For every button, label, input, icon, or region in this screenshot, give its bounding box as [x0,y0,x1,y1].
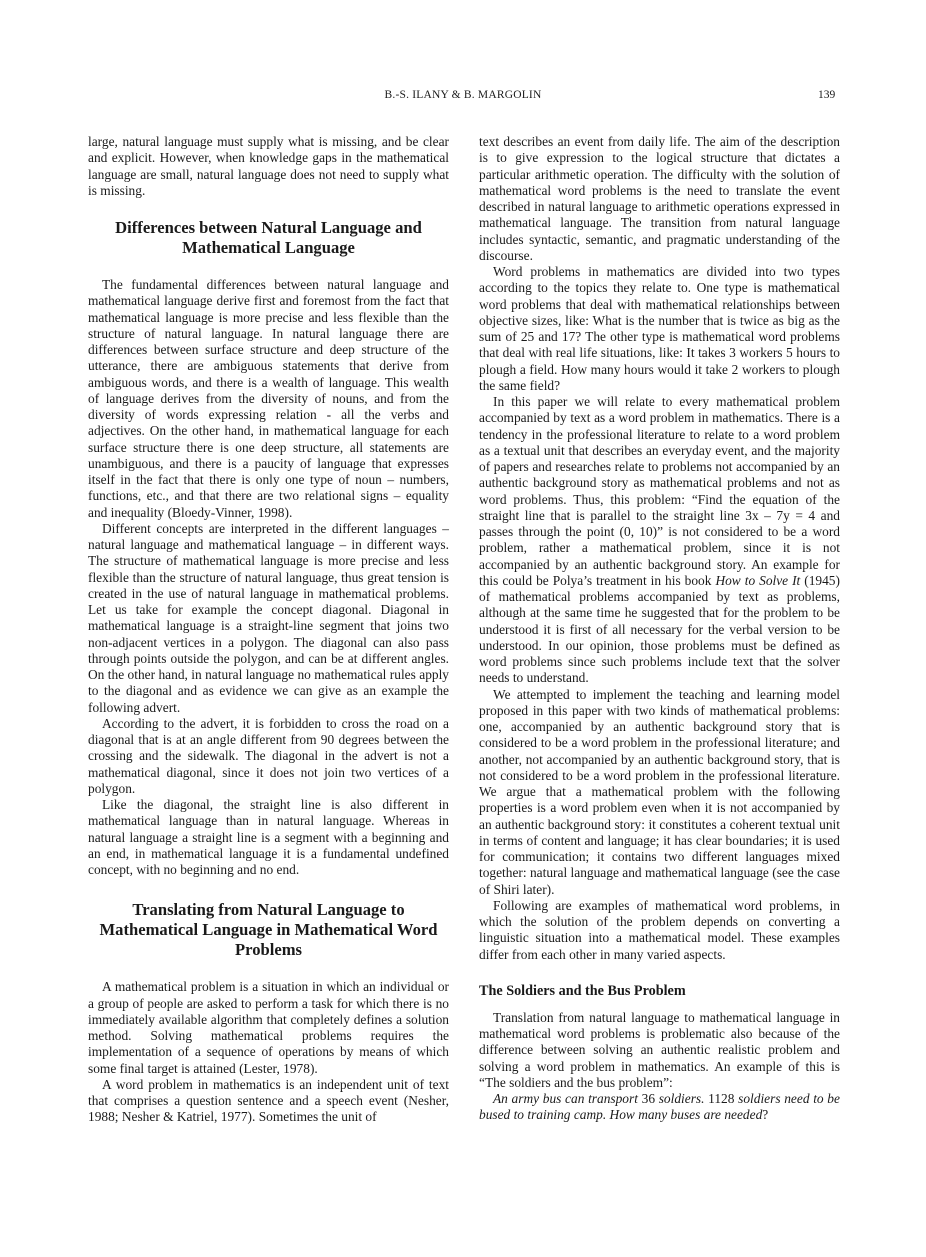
paragraph: Following are examples of mathematical word problems, in which the solution of the problem depends on converting a linguistic situation into a mathematical model. These examples differ from each other in many varied aspects. [479,897,840,962]
paragraph: text describes an event from daily life. The aim of the description is to give expression to the logical structure that dictates a particular arithmetic operation. The difficulty with the solution of mathematical word problems is the need to translate the event described in natural language to arithmetic operations expressed in mathematical language. The transition from natural language includes syntactic, semantic, and pragmatic understanding of the discourse. [479,134,840,263]
problem-statement [479,1091,840,1124]
subsection-heading: The Soldiers and the Bus Problem [479,982,686,999]
paragraph: Like the diagonal, the straight line is also different in mathematical language than in natural language. Whereas in natural language a straight line is a segment with a beginning and an end, in mathematical language it is a fundamental undefined concept, with no beginning and no end. [88,797,449,877]
paragraph: The fundamental differences between natural language and mathematical language derive first and foremost from the fact that mathematical language is more precise and less flexible than the structure of natural language. In natural language there are differences between surface structure and deep structure of the utterance, there are ambiguous statements that derive from ambiguous words, and there is a wealth of language. This wealth of language derives from the diversity of nouns, and from the diversity of words expressing relation - all the verbs and adjectives. On the other hand, in mathematical language for each surface structure there is one deep structure, all statements are unambiguous, and there is a paucity of language that expresses itself in the fact that there is only one type of noun – numbers, functions, etc., and that there are two relational signs – equality and inequality (Bloedy-Vinner, 1998). [88,277,449,520]
paragraph: large, natural language must supply what is missing, and be clear and explicit. However, when knowledge gaps in the mathematical language are small, natural language does not need to supply what is missing. [88,134,449,198]
paragraph: We attempted to implement the teaching and learning model proposed in this paper with two kinds of mathematical problems: one, accompanied by an authentic background story that is considered to be a word problem in the professional literature; and another, not accompanied by an authentic background story, that is not considered to be a word problem in the professional literature. We argue that a mathematical problem with the following properties is a word problem even when it is not accompanied by an authentic background story: it constitutes a coherent textual unit in terms of content and language; it has clear boundaries; it is used for communication; it contains two different languages mixed together: natural language and mathematical language (see the case of Shiri later). [479,686,840,897]
problem-number: 1128 [708,1091,735,1106]
running-head: B.-S. ILANY & B. MARGOLIN [384,89,542,101]
section-heading: Differences between Natural Language and Mathematical Language [115,218,422,257]
problem-number: 36 [641,1091,656,1106]
book-title: How to Solve It [715,572,801,588]
left-column [88,134,449,1126]
section-heading: Translating from Natural Language to Mathematical Language in Mathematical Word Problems [99,900,438,960]
problem-text: soldiers. [658,1091,705,1106]
paragraph: According to the advert, it is forbidden to cross the road on a diagonal that is at an angle different from 90 degrees between the crossing and the sidewalk. The diagonal in the advert is not a mathematical diagonal, since it does not join two vertices of a polygon. [88,715,449,796]
paragraph: Different concepts are interpreted in the different languages – natural language and mathematical language – in different ways. The structure of mathematical language is more precise and less flexible than the structure of natural language, thus great tension is created in the use of natural language in mathematical problems. Let us take for example the concept diagonal. Diagonal in mathematical language is a straight-line segment that joins two non-adjacent vertices in a polygon. The diagonal can also pass through points outside the polygon, and can be at different angles. On the other hand, in natural language no mathematical rules apply to the diagonal and as evidence we can give as an example the following advert. [88,520,449,715]
problem-text: An army bus can transport [493,1091,638,1106]
paragraph: A word problem in mathematics is an independent unit of text that comprises a question sentence and a speech event (Nesher, 1988; Nesher & Katriel, 1977). Sometimes the unit of [88,1076,449,1125]
paragraph: Word problems in mathematics are divided into two types according to the topics they relate to. One type is mathematical word problems that deal with mathematical relationships between objective sizes, like: What is the number that is twice as big as the sum of 25 and 17? The other type is mathematical word problems that deal with real life situations, like: It takes 3 workers 5 hours to plough a field. How many hours would it take 2 workers to plough the same field? [479,264,840,393]
paragraph: Translation from natural language to mathematical language in mathematical word problems is problematic also because of the difference between solving an authentic realistic problem and solving a word problem in mathematics. An example of this is “The soldiers and the bus problem”: [479,1009,840,1090]
paragraph-text: (1945) of mathematical problems accompanied by text as problems, although at the same time he suggested that for the problem to be understood it is first of all necessary for the verbal version to be understood. In our opinion, those problems must be defined as word problems since such problems include text that the solver needs to understand. [479,572,840,686]
right-column [479,134,840,1124]
paragraph [479,394,840,687]
paragraph: A mathematical problem is a situation in which an individual or a group of people are asked to perform a task for which there is no immediately available algorithm that completely defines a solution method. Solving mathematical problems requires the implementation of a sequence of operations by means of which some final target is attained (Lester, 1978). [88,979,449,1076]
paragraph-text: In this paper we will relate to every mathematical problem accompanied by text as a word problem in mathematics. There is a tendency in the professional literature to relate to a word problem as a textual unit that describes an everyday event, and the majority of papers and researches relate to problems not accompanied by an authentic background story as mathematical problems and not as word problems. Thus, this problem: “Find the equation of the straight line that is parallel to the straight line 3x – 7y = 4 and passes through the point (0, 10)” is not considered to be a word problem, rather a mathematical problem, since it is not accompanied by an authentic background story. An example for this could be Polya’s treatment in his book [479,394,840,588]
problem-punctuation: ? [762,1107,769,1123]
page-number: 139 [818,89,836,101]
problem-text: soldiers need to be bused to training camp. How many buses are needed [479,1091,840,1123]
